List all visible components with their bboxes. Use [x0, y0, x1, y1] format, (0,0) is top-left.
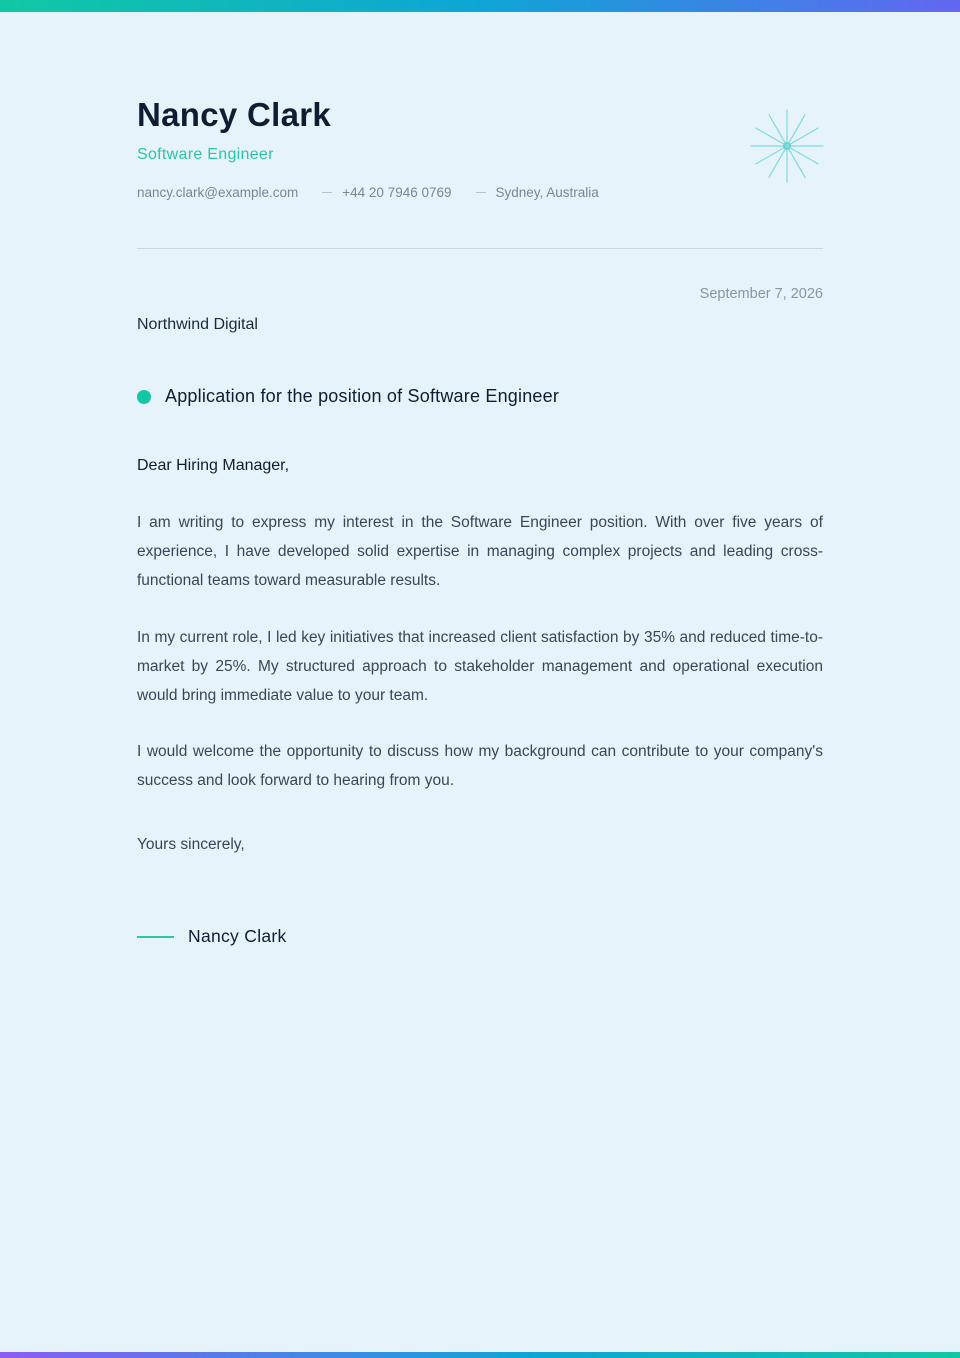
bottom-accent-bar [0, 1352, 960, 1358]
contact-phone[interactable]: +44 20 7946 0769 [342, 185, 452, 200]
starburst-icon [749, 108, 825, 184]
subject-line [137, 386, 559, 407]
subject-text: Application for the position of Software Engineer [165, 386, 560, 406]
closing-phrase: Yours sincerely, [137, 836, 245, 853]
contact-email[interactable]: nancy.clark@example.com [137, 185, 299, 200]
contact-line [137, 185, 599, 200]
body-paragraph: I would welcome the opportunity to discuss how my background can contribute to your company's success and look forward to hearing from you. [137, 743, 823, 789]
header-divider [137, 248, 823, 249]
signature-name: Nancy Clark [188, 926, 287, 946]
contact-separator [476, 192, 486, 193]
applicant-name: Nancy Clark [137, 96, 332, 133]
signature-line [137, 936, 174, 938]
contact-location: Sydney, Australia [495, 185, 599, 200]
body-paragraph: I am writing to express my interest in the Software Engineer position. With over five years of experience, I have developed solid expertise in managing complex projects and leading cross-functional teams toward measurable results. [137, 514, 823, 589]
top-accent-bar [0, 0, 960, 12]
letter-date: September 7, 2026 [699, 286, 823, 302]
salutation: Dear Hiring Manager, [137, 457, 290, 474]
contact-separator [322, 192, 332, 193]
recipient-company: Northwind Digital [137, 316, 258, 333]
bullet-dot-icon [137, 390, 151, 404]
signature-block [137, 926, 287, 947]
applicant-role: Software Engineer [137, 146, 274, 163]
body-paragraph: In my current role, I led key initiatives that increased client satisfaction by 35% and reduced time-to-market by 25%. My structured approach to stakeholder management and operational execution would bring immediate value to your team. [137, 629, 823, 704]
